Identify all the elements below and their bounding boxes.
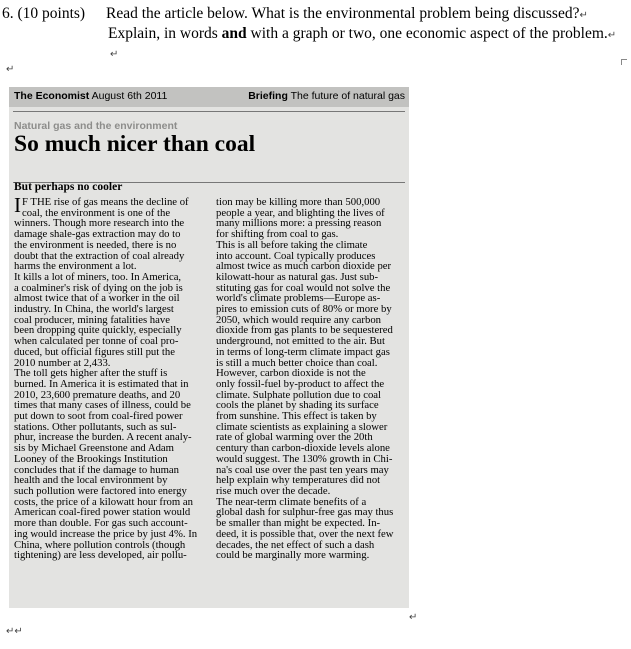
question-text-line-2a: Explain, in words (108, 25, 222, 42)
article-line: almost twice that of a worker in the oil (14, 292, 180, 305)
article-line: This is all before taking the climate (216, 238, 368, 251)
article-line: underground, not emitted to the air. But (216, 335, 385, 348)
article-line: stations. Other pollutants, such as sul- (14, 420, 177, 433)
article-line: put down to soot from coal-fired power (14, 410, 183, 423)
article-line-text: F THE rise of gas means the decline of (22, 196, 189, 208)
article-line: 2010, 23,600 premature deaths, and 20 (14, 388, 181, 401)
article-line: only fossil-fuel by-product to affect the (216, 377, 385, 390)
article-line: would suggest. The 130% growth in Chi- (216, 452, 393, 465)
question-text-line-1: Read the article below. What is the environmental problem being discussed? (106, 5, 580, 22)
article-line: na's coal use over the past ten years may (216, 463, 389, 476)
article-headline: So much nicer than coal (14, 131, 256, 157)
article-line: doubt that the extraction of coal already (14, 249, 185, 262)
article-line: health and the local environment by (14, 474, 168, 487)
article-line: 2010 number at 2,433. (14, 356, 111, 369)
article-line: American coal-fired power station would (14, 506, 191, 519)
article-line: The near-term climate benefits of a (216, 495, 367, 508)
article-line: century than carbon-dioxide levels alone (216, 442, 390, 455)
article-line: coal, the environment is one of the (22, 206, 171, 219)
article-line: been dropping quite quickly, especially (14, 324, 182, 337)
article-line: decades, the net effect of such a dash (216, 538, 375, 551)
drop-cap: I (14, 193, 21, 217)
paragraph-mark-icon: ↵ (110, 49, 119, 60)
article-line: into account. Coal typically produces (216, 249, 376, 262)
article-line: It kills a lot of miners, too. In America, (14, 270, 182, 283)
paragraph-mark-icon: ↵ (607, 30, 617, 41)
article-line: global dash for sulphur-free gas may thus (216, 506, 394, 519)
article-line: tion may be killing more than 500,000 (216, 196, 381, 208)
article-line: almost twice as much carbon dioxide per (216, 260, 392, 273)
question-text-line-2b: with a graph or two, one economic aspect of the problem. (246, 25, 608, 42)
article-line: a coalminer's risk of dying on the job is (14, 281, 183, 294)
question-line-2 (108, 25, 616, 43)
article-line: more than double. For gas such account- (14, 517, 188, 530)
article-line: many millions more: a pressing reason (216, 217, 382, 230)
article-line: deed, it is possible that, over the next few (216, 527, 394, 540)
article-line: times that many cases of illness, could be (14, 399, 191, 412)
question-number: 6. (10 points) (2, 5, 86, 22)
article-line: when calculated per tonne of coal pro- (14, 335, 179, 348)
article-line: burned. In America it is estimated that in (14, 377, 189, 390)
corner-mark-icon (621, 59, 627, 65)
article-kicker: Natural gas and the environment (14, 120, 178, 132)
section-name: Briefing (248, 90, 288, 102)
article-line: could be marginally more warming. (216, 549, 370, 562)
divider (13, 111, 405, 112)
article-line: in terms of long-term climate impact gas (216, 345, 390, 358)
article-line: stituting gas for coal would not solve the (216, 281, 391, 294)
article-line: climate. Sulphate pollution due to coal (216, 388, 382, 401)
article-line: Looney of the Brookings Institution (14, 452, 168, 465)
article-line: costs, the price of a kilowatt hour from an (14, 495, 193, 508)
section-title: The future of natural gas (290, 90, 405, 102)
article-line: cools the planet by shading its surface (216, 399, 379, 412)
article-line: phur, increase the burden. A recent analy- (14, 431, 192, 444)
article-line: harms the environment a lot. (14, 260, 137, 273)
article-line: duced, but official figures still put the (14, 345, 175, 358)
article-line: damage shale-gas extraction may do to (14, 228, 181, 241)
article-line: kilowatt-hour as natural gas. Just sub- (216, 270, 379, 283)
article-standfirst: But perhaps no cooler (14, 181, 123, 193)
header-right (248, 90, 405, 102)
article-line: concludes that if the damage to human (14, 463, 180, 476)
question-text-line-2-bold: and (221, 25, 247, 42)
header-left (14, 90, 167, 102)
publication-date: August 6th 2011 (91, 90, 168, 102)
article-line: China, where pollution controls (though (14, 538, 186, 551)
article-line: sis by Michael Greenstone and Adam (14, 442, 174, 455)
article-line: tightening) are less developed, air pollu- (14, 549, 187, 562)
article-line: industry. In China, the world's largest (14, 303, 174, 316)
paragraph-mark-icon: ↵↵ (6, 626, 23, 637)
article-line: people a year, and blighting the lives of (216, 206, 385, 219)
article-line: ing would increase the price by just 4%. In (14, 527, 198, 540)
article-line: such pollution were factored into energy (14, 484, 187, 497)
article-line: climate scientists as explaining a slower (216, 420, 388, 433)
article-line: from sunshine. This effect is taken by (216, 410, 377, 423)
article-line: is still a much better choice than coal. (216, 356, 378, 369)
question-line-1 (2, 5, 588, 23)
paragraph-mark-icon: ↵ (6, 64, 15, 75)
article-line: However, carbon dioxide is not the (216, 367, 366, 380)
article-line: pires to emission cuts of 80% or more by (216, 303, 392, 316)
article-line: winners. Though more research into the (14, 217, 185, 230)
article-line: for shifting from coal to gas. (216, 228, 339, 241)
publication-name: The Economist (14, 90, 90, 102)
article-header-band (9, 87, 409, 107)
paragraph-mark-icon: ↵ (409, 612, 418, 623)
article-column-left (14, 193, 210, 562)
article-line: help explain why temperatures did not (216, 474, 381, 487)
article-line: the environment is needed, there is no (14, 238, 177, 251)
article-column-right (216, 197, 408, 561)
article-line: dioxide from gas plants to be sequestered (216, 324, 393, 337)
article-line: The toll gets higher after the stuff is (14, 367, 168, 380)
article-line: coal producer, mining fatalities have (14, 313, 170, 326)
article-line: rise much over the decade. (216, 484, 331, 497)
article-line: rate of global warming over the 20th (216, 431, 373, 444)
paragraph-mark-icon: ↵ (579, 10, 588, 21)
article-scan (9, 87, 409, 608)
article-line: world's climate problems—Europe as- (216, 292, 381, 305)
article-line: 2050, which would require any carbon (216, 313, 382, 326)
article-line: be smaller than might be expected. In- (216, 517, 381, 530)
